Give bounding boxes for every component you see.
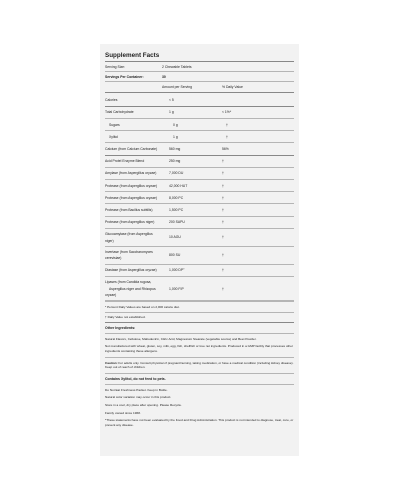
nutrient-amount: 1 g — [173, 134, 178, 139]
nutrient-name: Protease (from Aspergillus oryzae) — [105, 195, 158, 200]
nutrient-name: Sugars — [109, 122, 120, 127]
nutrient-daily-value: † — [222, 235, 224, 240]
nutrient-name: Calcium (from Calcium Carbonate) — [105, 146, 158, 151]
nutrient-amount: 250 mg — [169, 159, 181, 164]
nutrient-name-line: Aspergillus niger and Rhizopus — [109, 286, 156, 291]
allergen-statement: Not manufactured with wheat, gluten, soy, milk, egg, fish, shellfish or tree nut ingredients. Produced in a GMP facility that processes other ingredients containing these allergens. — [105, 344, 294, 354]
footnote-not-established: † Daily Value not established. — [105, 315, 146, 320]
nutrient-name-line: Invertase (from Saccharomyces — [105, 249, 153, 254]
nutrient-name: Protease (from Bacillus subtilis) — [105, 207, 153, 212]
nutrient-daily-value: † — [222, 207, 224, 212]
nutrient-row — [105, 119, 294, 130]
nutrient-daily-value: 56% — [222, 146, 229, 151]
nutrient-name-line: Glucoamylase (from Aspergillus — [105, 231, 153, 236]
nutrient-amount: 1,000 FIP — [169, 286, 184, 291]
nutrient-amount: 1,500 PC — [169, 207, 184, 212]
nutrient-name: Amylase (from Aspergillus oryzae) — [105, 171, 157, 176]
nutrient-amount: 560 mg — [169, 146, 181, 151]
serving-size-label: Serving Size: — [105, 64, 125, 69]
nutrient-amount: < 5 — [169, 98, 174, 103]
nutrient-name: Total Carbohydrate — [105, 110, 134, 115]
nutrient-row — [105, 131, 294, 142]
nutrient-daily-value: † — [222, 171, 224, 176]
nutrient-name — [105, 250, 169, 261]
nutrient-row — [105, 265, 294, 276]
nutrient-row — [105, 247, 294, 264]
freshness-note: Do Not Eat Freshness Packet. Keep in Bottle. — [105, 387, 168, 392]
nutrient-name-line: niger) — [105, 238, 114, 243]
nutrient-daily-value: † — [222, 268, 224, 273]
nutrient-row — [105, 156, 294, 167]
nutrient-daily-value: † — [222, 183, 224, 188]
daily-value-header: % Daily Value — [222, 84, 243, 89]
nutrient-row — [105, 229, 294, 246]
nutrient-name: Diastase (from Aspergillus oryzae) — [105, 268, 157, 273]
supplement-facts-panel — [100, 44, 299, 456]
nutrient-name: Acid Protel Enzyme Blend — [105, 159, 145, 164]
nutrient-name: Xylitol — [109, 134, 119, 139]
nutrient-daily-value: † — [222, 195, 224, 200]
nutrient-daily-value: † — [222, 286, 224, 291]
nutrient-amount: 200 SAPU — [169, 220, 185, 225]
fda-disclaimer: *These statements have not been evaluated by the Food and Drug Administration. This product is not intended to diagnose, treat, cure, or prevent any disease. — [105, 418, 294, 427]
nutrient-row — [105, 204, 294, 215]
panel-title: Supplement Facts — [105, 52, 160, 59]
other-ingredients-title: Other Ingredients: — [105, 325, 136, 330]
divider — [105, 384, 294, 385]
color-variation-note: Natural color variation may occur in this product. — [105, 395, 172, 400]
nutrient-amount: 10 AGU — [169, 235, 181, 240]
nutrient-name — [105, 232, 169, 243]
caution-statement — [105, 361, 294, 370]
nutrient-row — [105, 95, 294, 106]
nutrient-amount: 7,000 DU — [169, 171, 184, 176]
xylitol-warning: Contains Xylitol, do not feed to pets. — [105, 376, 166, 381]
nutrient-name: Protease (from Aspergillus niger) — [105, 220, 155, 225]
column-header-row — [105, 82, 294, 91]
nutrient-amount: 42,000 HUT — [169, 183, 188, 188]
nutrient-daily-value: † — [226, 122, 228, 127]
servings-per-container-row — [105, 72, 294, 81]
caution-text: For adults only. Consult physician if pregnant/nursing, taking medication, or have a medical condition (including kidney disease). Keep out of reach of children. — [105, 360, 294, 370]
serving-size-value: 2 Chewable Tablets — [162, 64, 192, 69]
nutrient-row — [105, 180, 294, 191]
nutrient-daily-value: † — [222, 253, 224, 258]
serving-size-row — [105, 62, 294, 71]
storage-note: Store in a cool, dry place after opening. Please Recycle. — [105, 403, 182, 408]
nutrient-table — [105, 95, 294, 302]
amount-per-serving-header: Amount per Serving — [162, 84, 192, 89]
nutrient-amount: 1,000 DP° — [169, 268, 185, 273]
nutrient-daily-value: † — [222, 159, 224, 164]
divider — [105, 357, 294, 358]
nutrient-amount: 800 SU — [169, 253, 181, 258]
nutrient-amount: 1 g — [169, 110, 174, 115]
nutrient-name — [105, 280, 169, 298]
servings-per-container-value: 30 — [162, 74, 166, 79]
nutrient-row — [105, 192, 294, 203]
footnote-dv: * Percent Daily Values are based on 2,000 calorie diet. — [105, 304, 180, 309]
nutrient-amount: 8,000 PC — [169, 195, 184, 200]
nutrient-daily-value: < 1%* — [222, 110, 232, 115]
nutrient-row — [105, 277, 294, 301]
nutrient-name: Protease (from Aspergillus oryzae) — [105, 183, 158, 188]
nutrient-name-line: oryzae) — [105, 293, 117, 298]
nutrient-name-line: cerevisiae) — [105, 256, 122, 261]
nutrient-name-line: Lipases (from Candida rugosa, — [105, 279, 152, 284]
nutrient-name: Calories — [105, 98, 118, 103]
nutrient-row — [105, 107, 294, 118]
other-ingredients-text: Natural Flavors, Cellulose, Maltodextrin, Citric Acid, Magnesium Stearate (vegetable source) and Beet Powder. — [105, 336, 257, 341]
nutrient-amount: 0 g — [173, 122, 178, 127]
nutrient-daily-value: † — [226, 134, 228, 139]
servings-per-container-label: Servings Per Container: — [105, 74, 144, 79]
nutrient-daily-value: † — [222, 220, 224, 225]
divider — [105, 333, 294, 334]
nutrient-row — [105, 168, 294, 179]
nutrient-row — [105, 217, 294, 228]
caution-label: Caution: — [105, 360, 118, 365]
nutrient-row — [105, 143, 294, 154]
family-owned-note: Family owned since 1968. — [105, 410, 141, 415]
